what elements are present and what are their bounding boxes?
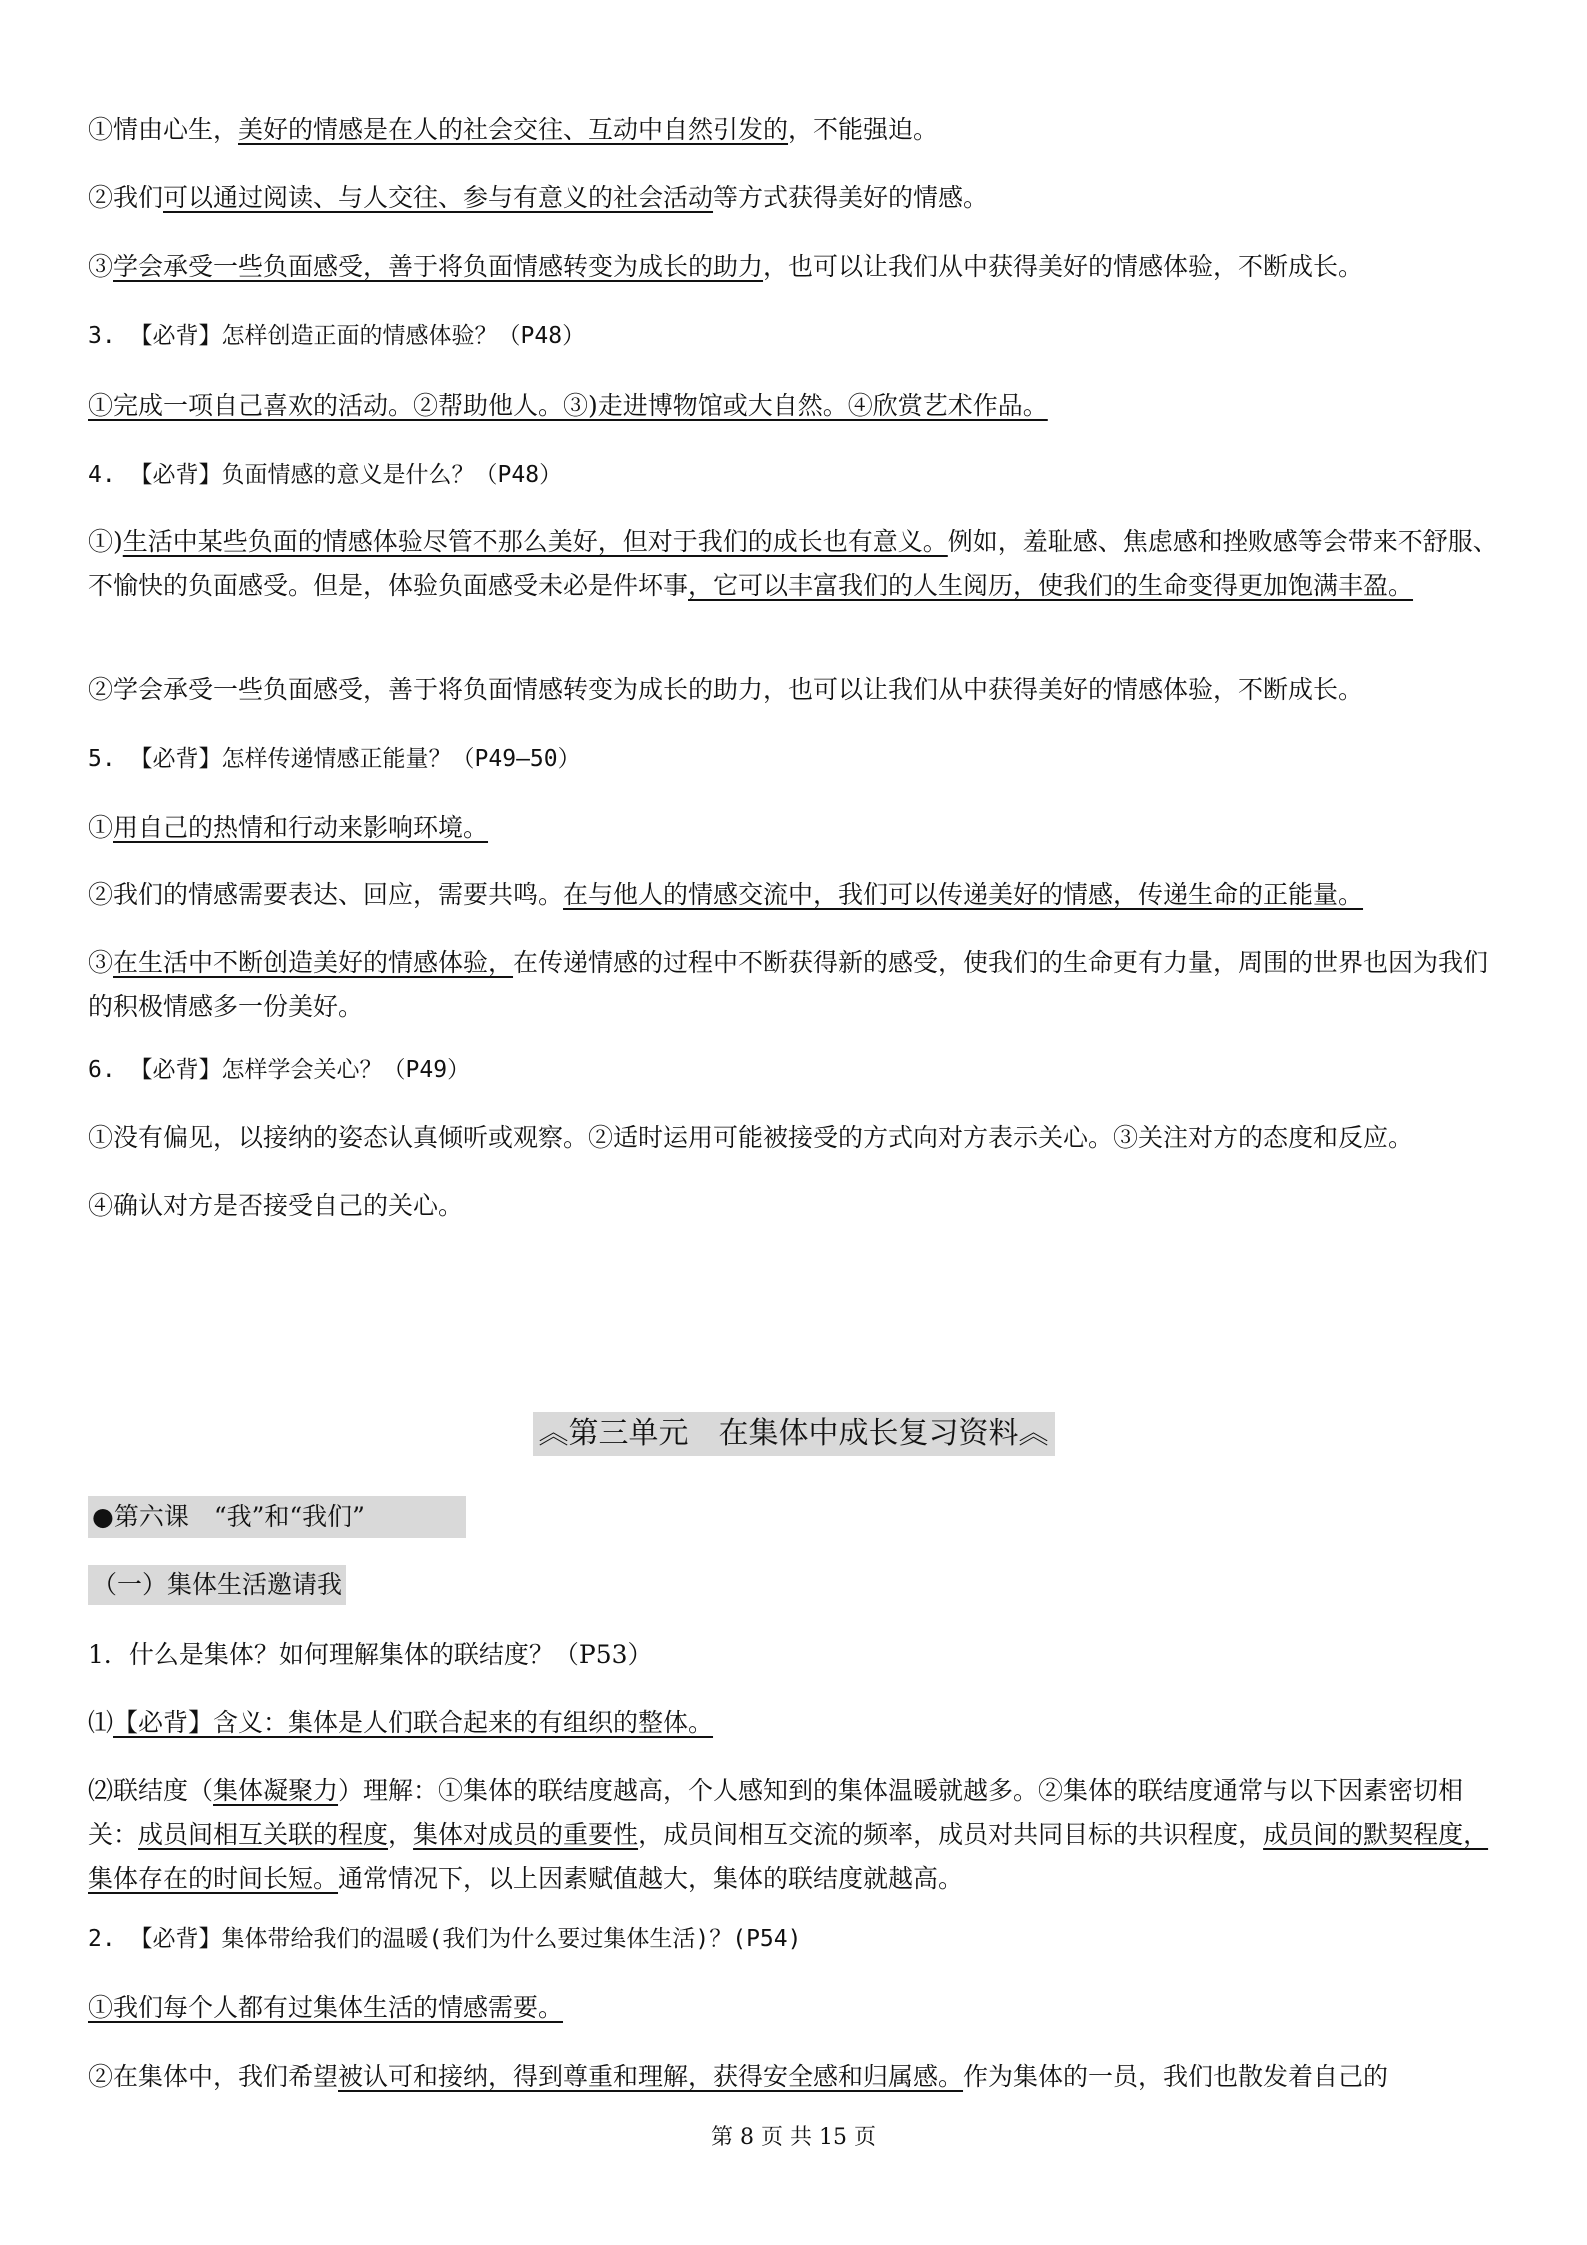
paragraph-line-2: ②我们可以通过阅读、与人交往、参与有意义的社会活动等方式获得美好的情感。 [88,183,989,212]
question-5: 5. 【必背】怎样传递情感正能量？（P49—50） [88,746,581,772]
page-footer: 第 8 页 共 15 页 [711,2125,876,2150]
lesson-title: ●第六课 “我”和“我们” [88,1496,466,1538]
unit-title: ︽第三单元 在集体中成长复习资料︽ [0,1412,1587,1456]
answer-6-part-1: ①没有偏见，以接纳的姿态认真倾听或观察。②适时运用可能被接受的方式向对方表示关心。③关注对方的态度和反应。 [88,1123,1414,1152]
answer-5-part-1: ①用自己的热情和行动来影响环境。 [88,813,489,842]
answer-5-part-2: ②我们的情感需要表达、回应，需要共鸣。在与他人的情感交流中，我们可以传递美好的情感，传递生命的正能量。 [88,880,1364,909]
answer-2-part-1: ①我们每个人都有过集体生活的情感需要。 [88,1993,564,2022]
answer-4-part-2: ②学会承受一些负面感受，善于将负面情感转变为成长的助力，也可以让我们从中获得美好的情感体验，不断成长。 [88,675,1364,704]
answer-4-part-1: ①)生活中某些负面的情感体验尽管不那么美好，但对于我们的成长也有意义。例如，羞耻感、焦虑感和挫败感等会带来不舒服、不愉快的负面感受。但是，体验负面感受未必是件坏事，它可以丰富我们的人生阅历，使我们的生命变得更加饱满丰盈。 [88,527,1498,600]
question-6: 6. 【必背】怎样学会关心？（P49） [88,1057,471,1083]
definition-2: ⑵联结度（集体凝聚力）理解：①集体的联结度越高，个人感知到的集体温暖就越多。②集体的联结度通常与以下因素密切相关：成员间相互关联的程度，集体对成员的重要性，成员间相互交流的频率，成员对共同目标的共识程度，成员间的默契程度，集体存在的时间长短。通常情况下，以上因素赋值越大，集体的联结度就越高。 [88,1776,1489,1893]
paragraph-line-3: ③学会承受一些负面感受，善于将负面情感转变为成长的助力，也可以让我们从中获得美好的情感体验，不断成长。 [88,252,1364,281]
answer-6-part-2: ④确认对方是否接受自己的关心。 [88,1191,464,1220]
answer-3: ①完成一项自己喜欢的活动。②帮助他人。③)走进博物馆或大自然。④欣赏艺术作品。 [88,391,1048,420]
question-2: 2. 【必背】集体带给我们的温暖(我们为什么要过集体生活)？(P54) [88,1926,802,1952]
answer-5-part-3: ③在生活中不断创造美好的情感体验，在传递情感的过程中不断获得新的感受，使我们的生命更有力量，周围的世界也因为我们的积极情感多一份美好。 [88,948,1489,1021]
answer-2-part-2: ②在集体中，我们希望被认可和接纳，得到尊重和理解，获得安全感和归属感。作为集体的一员，我们也散发着自己的 [88,2062,1389,2091]
question-1: 1．什么是集体？如何理解集体的联结度？（P53） [88,1640,653,1669]
section-title: （一）集体生活邀请我 [88,1565,346,1605]
paragraph-line-1: ①情由心生，美好的情感是在人的社会交往、互动中自然引发的，不能强迫。 [88,115,939,144]
question-4: 4. 【必背】负面情感的意义是什么？（P48） [88,462,563,488]
question-3: 3. 【必背】怎样创造正面的情感体验？（P48） [88,323,586,349]
definition-1: ⑴【必背】含义：集体是人们联合起来的有组织的整体。 [88,1708,714,1737]
